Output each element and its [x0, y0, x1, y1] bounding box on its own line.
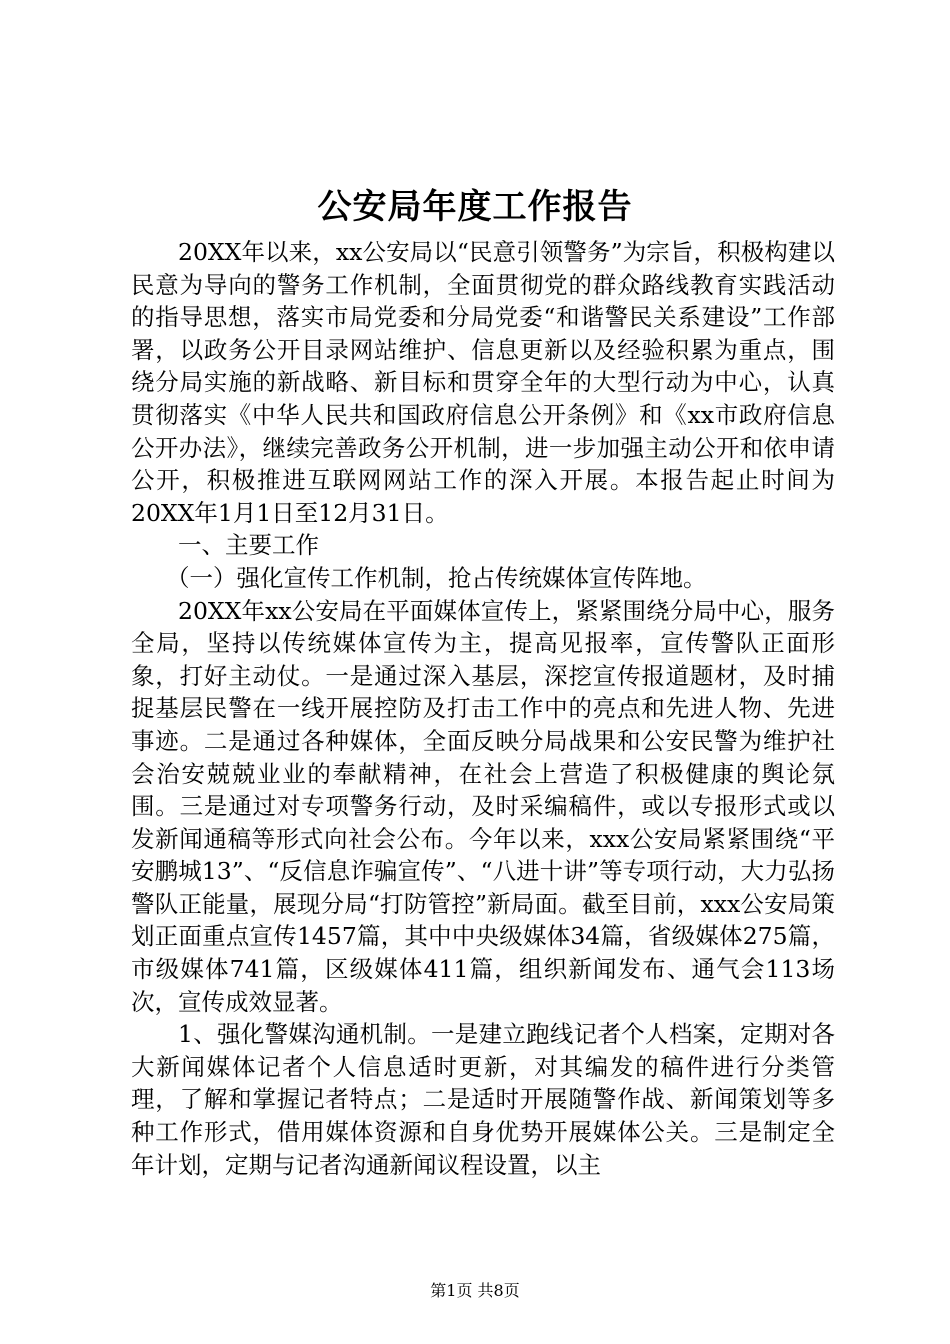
intro-paragraph: 20XX年以来，xx公安局以“民意引领警务”为宗旨，积极构建以民意为导向的警务工作机制，全面贯彻党的群众路线教育实践活动的指导思想，落实市局党委和分局党委“和谐警民关系建设”工作部署，以政务公开目录网站维护、信息更新以及经验积累为重点，围绕分局实施的新战略、新目标和贯穿全年的大型行动为中心，认真贯彻落实《中华人民共和国政府信息公开条例》和《xx市政府信息公开办法》，继续完善政务公开机制，进一步加强主动公开和依申请公开，积极推进互联网网站工作的深入开展。本报告起止时间为20XX年1月1日至12月31日。 — [131, 238, 835, 527]
liaison-paragraph: 1、强化警媒沟通机制。一是建立跑线记者个人档案，定期对各大新闻媒体记者个人信息适时更新，对其编发的稿件进行分类管理，了解和掌握记者特点；二是适时开展随警作战、新闻策划等多种工作形式，借用媒体资源和自身优势开展媒体公关。三是制定全年计划，定期与记者沟通新闻议程设置，以主 — [131, 1020, 835, 1179]
document-title: 公安局年度工作报告 — [317, 187, 633, 227]
document-body — [131, 236, 835, 1181]
media-paragraph: 20XX年xx公安局在平面媒体宣传上，紧紧围绕分局中心，服务全局，坚持以传统媒体宣传为主，提高见报率，宣传警队正面形象，打好主动仗。一是通过深入基层，深挖宣传报道题材，及时捕捉基层民警在一线开展控防及打击工作中的亮点和先进人物、先进事迹。二是通过各种媒体，全面反映分局战果和公安民警为维护社会治安兢兢业业的奉献精神，在社会上营造了积极健康的舆论氛围。三是通过对专项警务行动，及时采编稿件，或以专报形式或以发新闻通稿等形式向社会公布。今年以来，xxx公安局紧紧围绕“平安鹏城13”、“反信息诈骗宣传”、“八进十讲”等专项行动，大力弘扬警队正能量，展现分局“打防管控”新局面。截至目前，xxx公安局策划正面重点宣传1457篇，其中中央级媒体34篇，省级媒体275篇，市级媒体741篇，区级媒体411篇，组织新闻发布、通气会113场次，宣传成效显著。 — [131, 596, 835, 1016]
page-footer: 第1页 共8页 — [430, 1281, 520, 1300]
section-heading: 一、主要工作 — [178, 531, 319, 560]
sub-heading: （一）强化宣传工作机制，抢占传统媒体宣传阵地。 — [166, 563, 707, 592]
